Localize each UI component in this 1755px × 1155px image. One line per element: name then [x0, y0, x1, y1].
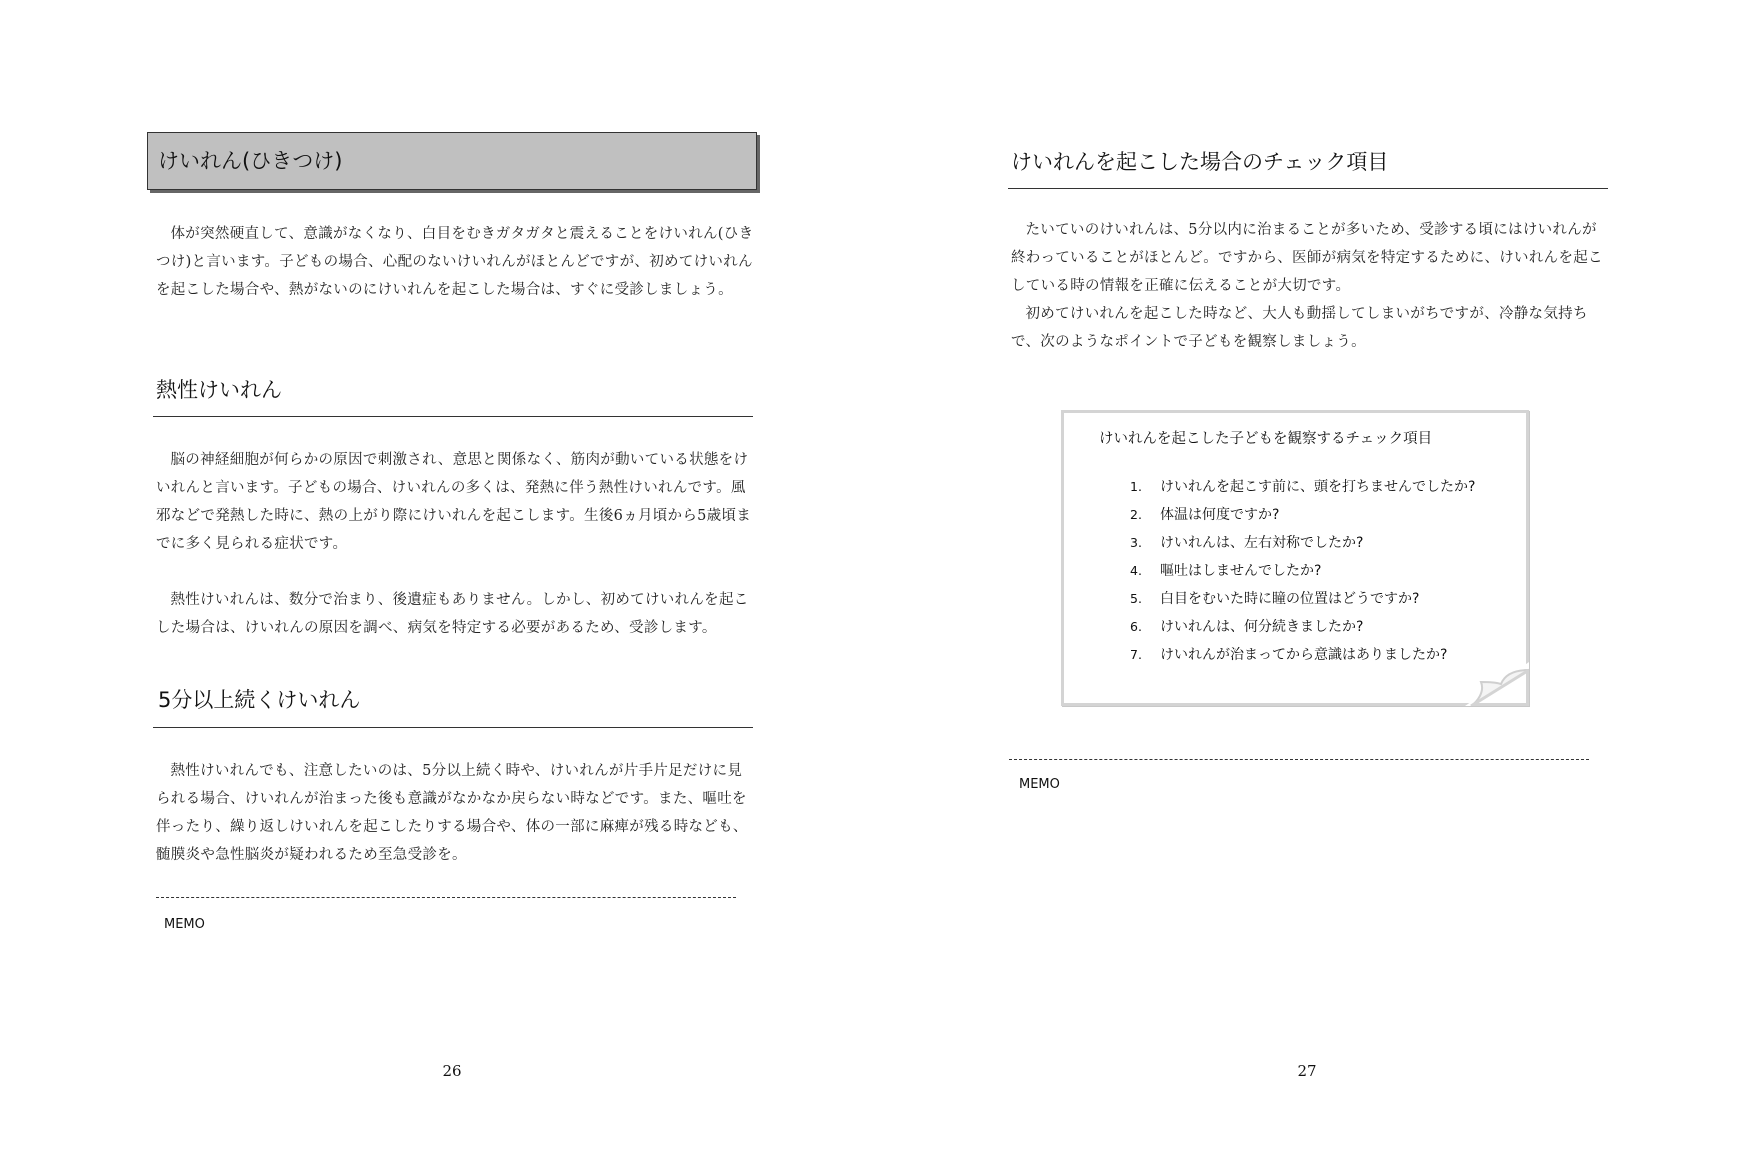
checklist-section-heading: けいれんを起こした場合のチェック項目 — [1011, 150, 1389, 174]
checklist-item: 3. けいれんは、左右対称でしたか? — [1130, 535, 1364, 551]
memo-divider — [156, 897, 736, 898]
checklist-intro-text — [1011, 216, 1611, 356]
intro-text — [156, 220, 756, 304]
febrile-paragraph-1: 脳の神経細胞が何らかの原因で刺激され、意思と関係なく、筋肉が動いている状態をけいれんと言います。子どもの場合、けいれんの多くは、発熱に伴う熱性けいれんです。風邪などで発熱した時に、熱の上がり際にけいれんを起こします。生後6ヵ月頃から5歳頃までに多く見られる症状です。 — [156, 452, 752, 552]
checklist-item: 7. けいれんが治まってから意識はありましたか? — [1130, 647, 1448, 663]
prolonged-text — [156, 757, 756, 869]
page-curl-icon — [1465, 662, 1529, 706]
section-heading-febrile: 熱性けいれん — [156, 378, 282, 402]
checklist-item: 6. けいれんは、何分続きましたか? — [1130, 619, 1364, 635]
febrile-text — [156, 446, 756, 642]
section-heading-prolonged: 5分以上続くけいれん — [158, 688, 361, 712]
memo-label: MEMO — [164, 917, 205, 932]
checklist-card-title: けいれんを起こした子どもを観察するチェック項目 — [1099, 431, 1433, 447]
page-number: 27 — [1297, 1062, 1317, 1080]
section-rule — [153, 727, 753, 728]
left-page — [0, 0, 877, 1155]
prolonged-paragraph: 熱性けいれんでも、注意したいのは、5分以上続く時や、けいれんが片手片足だけに見られる場合、けいれんが治まった後も意識がなかなか戻らない時などです。また、嘔吐を伴ったり、繰り返しけいれんを起こしたりする場合や、体の一部に麻痺が残る時なども、髄膜炎や急性脳炎が疑われるため至急受診を。 — [156, 763, 748, 863]
page-number: 26 — [442, 1062, 462, 1080]
checklist — [1130, 473, 1475, 669]
section-rule — [1008, 188, 1608, 189]
memo-label: MEMO — [1019, 777, 1060, 792]
checklist-item: 5. 白目をむいた時に瞳の位置はどうですか? — [1130, 591, 1420, 607]
intro-paragraph: 体が突然硬直して、意識がなくなり、白目をむきガタガタと震えることをけいれん(ひきつけ)と言います。子どもの場合、心配のないけいれんがほとんどですが、初めてけいれんを起こした場合や、熱がないのにけいれんを起こした場合は、すぐに受診しましょう。 — [156, 226, 754, 298]
checklist-card — [1061, 410, 1529, 706]
memo-divider — [1009, 759, 1589, 760]
checklist-item: 1. けいれんを起こす前に、頭を打ちませんでしたか? — [1130, 479, 1476, 495]
checklist-intro-paragraph-2: 初めてけいれんを起こした時など、大人も動揺してしまいがちですが、冷静な気持ちで、次のようなポイントで子どもを観察しましょう。 — [1011, 306, 1588, 350]
checklist-item: 4. 嘔吐はしませんでしたか? — [1130, 563, 1322, 579]
checklist-item: 2. 体温は何度ですか? — [1130, 507, 1280, 523]
checklist-intro-paragraph-1: たいていのけいれんは、5分以内に治まることが多いため、受診する頃にはけいれんが終わっていることがほとんど。ですから、医師が病気を特定するために、けいれんを起こしている時の情報を正確に伝えることが大切です。 — [1011, 222, 1603, 294]
section-rule — [153, 416, 753, 417]
page-title-box: けいれん(ひきつけ) — [147, 132, 757, 190]
febrile-paragraph-2: 熱性けいれんは、数分で治まり、後遺症もありません。しかし、初めてけいれんを起こした場合は、けいれんの原因を調べ、病気を特定する必要があるため、受診します。 — [156, 592, 749, 636]
